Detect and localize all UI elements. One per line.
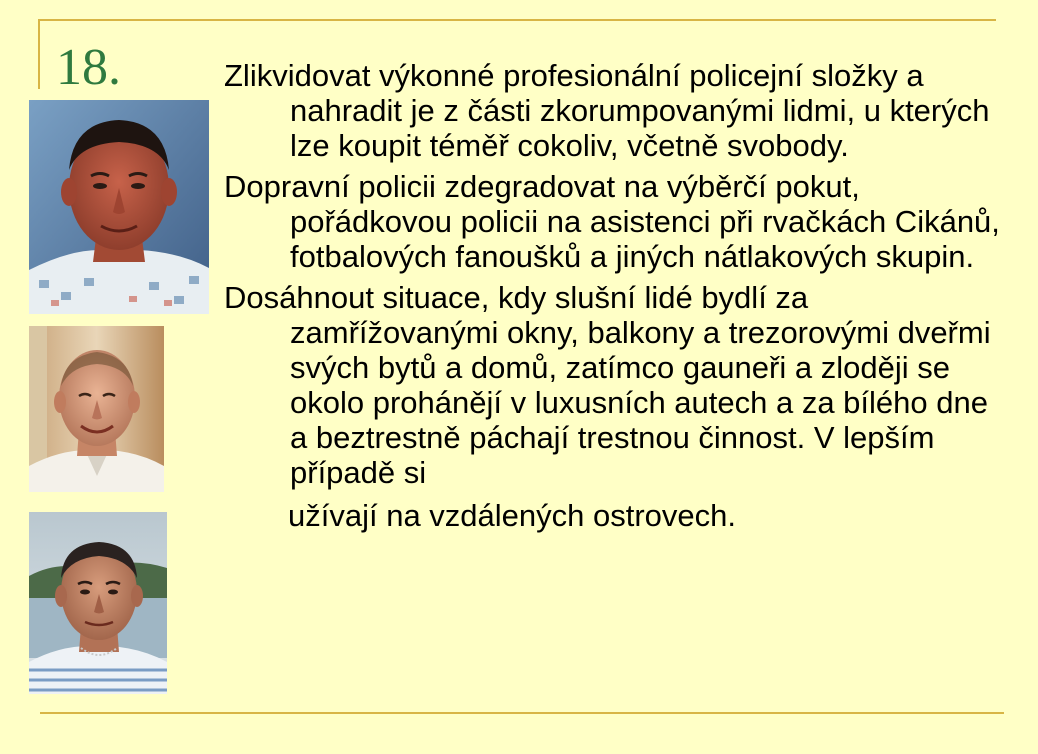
- paragraph-3: Dosáhnout situace, kdy slušní lidé bydlí za zamřížovanými okny, balkony a trezorovými dveřmi svých bytů a domů, zatímco gauneři a zloději se okolo prohánějí v luxusních autech a za bílého dne a beztrestně páchají trestnou činnost. V lepším případě si: [224, 280, 991, 490]
- slide-body: [224, 58, 1004, 533]
- left-rule: [38, 19, 40, 89]
- paragraph-1: Zlikvidovat výkonné profesionální policejní složky a nahradit je z části zkorumpovanými lidmi, u kterých lze koupit téměř cokoliv, včetně svobody.: [224, 58, 990, 163]
- paragraph-2: Dopravní policii zdegradovat na výběrčí pokut, pořádkovou policii na asistenci při rvačkách Cikánů, fotbalových fanoušků a jiných nátlakových skupin.: [224, 169, 1000, 274]
- top-rule: [38, 19, 996, 21]
- paragraph-3-continuation: užívají na vzdálených ostrovech.: [288, 498, 737, 533]
- portrait-photo-1: [29, 100, 209, 314]
- slide-number: 18.: [56, 39, 121, 96]
- portrait-photo-2: [29, 326, 164, 492]
- bottom-rule: [40, 712, 1004, 714]
- portrait-photo-3: [29, 512, 167, 694]
